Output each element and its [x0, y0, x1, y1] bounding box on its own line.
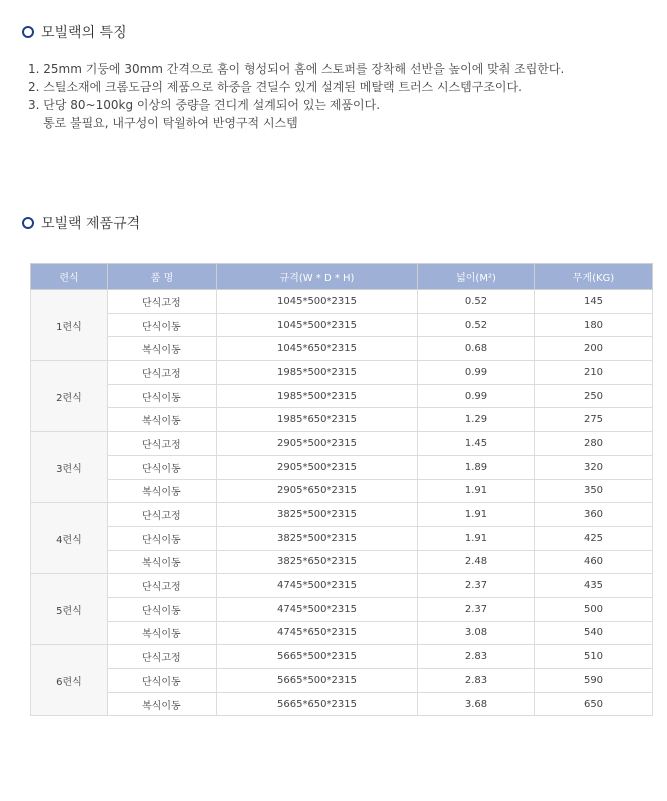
features-heading: [22, 22, 127, 42]
weight-cell: 425: [535, 526, 653, 550]
area-cell: 1.91: [418, 479, 535, 503]
table-row: [31, 597, 653, 621]
area-cell: 2.83: [418, 669, 535, 693]
area-cell: 3.68: [418, 692, 535, 716]
spec-heading-text: 모빌랙 제품규격: [41, 216, 141, 232]
size-cell: 1985*500*2315: [217, 361, 418, 385]
weight-cell: 500: [535, 597, 653, 621]
features-heading-text: 모빌랙의 특징: [41, 25, 127, 41]
table-row: [31, 384, 653, 408]
feature-item-1: 1. 25mm 기둥에 30mm 간격으로 홈이 형성되어 홈에 스토퍼를 장착해 선반을 높이에 맞춰 조립한다.: [28, 62, 565, 76]
weight-cell: 590: [535, 669, 653, 693]
area-cell: 1.91: [418, 526, 535, 550]
area-cell: 2.83: [418, 645, 535, 669]
table-row: [31, 337, 653, 361]
table-row: [31, 479, 653, 503]
size-cell: 5665*650*2315: [217, 692, 418, 716]
series-cell: 2련식: [31, 361, 108, 432]
table-row: [31, 361, 653, 385]
table-row: [31, 645, 653, 669]
series-cell: 4련식: [31, 503, 108, 574]
product-name-cell: 단식고정: [108, 361, 217, 385]
size-cell: 5665*500*2315: [217, 645, 418, 669]
feature-item-2: 2. 스틸소재에 크롬도금의 제품으로 하중을 견딜수 있게 설계된 메탈랙 트러스 시스템구조이다.: [28, 80, 522, 94]
product-name-cell: 복식이동: [108, 692, 217, 716]
product-name-cell: 복식이동: [108, 550, 217, 574]
table-row: [31, 550, 653, 574]
product-name-cell: 단식고정: [108, 432, 217, 456]
size-cell: 3825*500*2315: [217, 526, 418, 550]
table-row: [31, 669, 653, 693]
size-cell: 3825*500*2315: [217, 503, 418, 527]
feature-list: [28, 60, 564, 132]
area-cell: 1.29: [418, 408, 535, 432]
area-cell: 0.52: [418, 313, 535, 337]
weight-cell: 250: [535, 384, 653, 408]
size-cell: 4745*650*2315: [217, 621, 418, 645]
circle-bullet-icon: [22, 26, 34, 38]
table-row: [31, 503, 653, 527]
area-cell: 1.91: [418, 503, 535, 527]
size-cell: 3825*650*2315: [217, 550, 418, 574]
feature-item-3: 3. 단당 80~100kg 이상의 중량을 견디게 설계되어 있는 제품이다.: [28, 98, 381, 112]
spec-table-body: [31, 290, 653, 716]
product-name-cell: 단식이동: [108, 597, 217, 621]
product-name-cell: 단식이동: [108, 455, 217, 479]
area-cell: 0.52: [418, 290, 535, 314]
weight-cell: 180: [535, 313, 653, 337]
table-row: [31, 574, 653, 598]
col-header-series: 련식: [31, 264, 108, 290]
product-name-cell: 단식이동: [108, 526, 217, 550]
weight-cell: 435: [535, 574, 653, 598]
weight-cell: 540: [535, 621, 653, 645]
product-name-cell: 단식이동: [108, 384, 217, 408]
series-cell: 3련식: [31, 432, 108, 503]
product-name-cell: 복식이동: [108, 408, 217, 432]
weight-cell: 360: [535, 503, 653, 527]
series-cell: 6련식: [31, 645, 108, 716]
weight-cell: 145: [535, 290, 653, 314]
table-row: [31, 432, 653, 456]
weight-cell: 350: [535, 479, 653, 503]
size-cell: 5665*500*2315: [217, 669, 418, 693]
area-cell: 2.37: [418, 597, 535, 621]
size-cell: 2905*650*2315: [217, 479, 418, 503]
product-name-cell: 단식이동: [108, 313, 217, 337]
area-cell: 0.99: [418, 361, 535, 385]
weight-cell: 210: [535, 361, 653, 385]
product-name-cell: 단식고정: [108, 645, 217, 669]
circle-bullet-icon: [22, 217, 34, 229]
weight-cell: 510: [535, 645, 653, 669]
size-cell: 1045*500*2315: [217, 313, 418, 337]
product-name-cell: 단식고정: [108, 574, 217, 598]
spec-table-header-row: [31, 264, 653, 290]
area-cell: 1.45: [418, 432, 535, 456]
series-cell: 1련식: [31, 290, 108, 361]
area-cell: 3.08: [418, 621, 535, 645]
spec-heading: [22, 213, 140, 233]
product-name-cell: 단식고정: [108, 503, 217, 527]
table-row: [31, 621, 653, 645]
weight-cell: 460: [535, 550, 653, 574]
table-row: [31, 408, 653, 432]
table-row: [31, 313, 653, 337]
size-cell: 2905*500*2315: [217, 455, 418, 479]
col-header-product-name: 품 명: [108, 264, 217, 290]
feature-item-3-continuation: 통로 불필요, 내구성이 탁월하여 반영구적 시스템: [43, 116, 298, 130]
product-name-cell: 단식고정: [108, 290, 217, 314]
area-cell: 0.99: [418, 384, 535, 408]
col-header-weight: 무게(KG): [535, 264, 653, 290]
size-cell: 4745*500*2315: [217, 597, 418, 621]
table-row: [31, 692, 653, 716]
weight-cell: 280: [535, 432, 653, 456]
table-row: [31, 290, 653, 314]
product-name-cell: 단식이동: [108, 669, 217, 693]
col-header-area: 넓이(M²): [418, 264, 535, 290]
table-row: [31, 526, 653, 550]
area-cell: 0.68: [418, 337, 535, 361]
weight-cell: 200: [535, 337, 653, 361]
area-cell: 2.48: [418, 550, 535, 574]
series-cell: 5련식: [31, 574, 108, 645]
weight-cell: 275: [535, 408, 653, 432]
spec-table: [30, 263, 653, 716]
size-cell: 2905*500*2315: [217, 432, 418, 456]
table-row: [31, 455, 653, 479]
product-name-cell: 복식이동: [108, 479, 217, 503]
weight-cell: 650: [535, 692, 653, 716]
area-cell: 1.89: [418, 455, 535, 479]
size-cell: 1045*650*2315: [217, 337, 418, 361]
size-cell: 4745*500*2315: [217, 574, 418, 598]
size-cell: 1985*650*2315: [217, 408, 418, 432]
weight-cell: 320: [535, 455, 653, 479]
col-header-size: 규격(W * D * H): [217, 264, 418, 290]
size-cell: 1985*500*2315: [217, 384, 418, 408]
product-name-cell: 복식이동: [108, 337, 217, 361]
area-cell: 2.37: [418, 574, 535, 598]
product-name-cell: 복식이동: [108, 621, 217, 645]
size-cell: 1045*500*2315: [217, 290, 418, 314]
